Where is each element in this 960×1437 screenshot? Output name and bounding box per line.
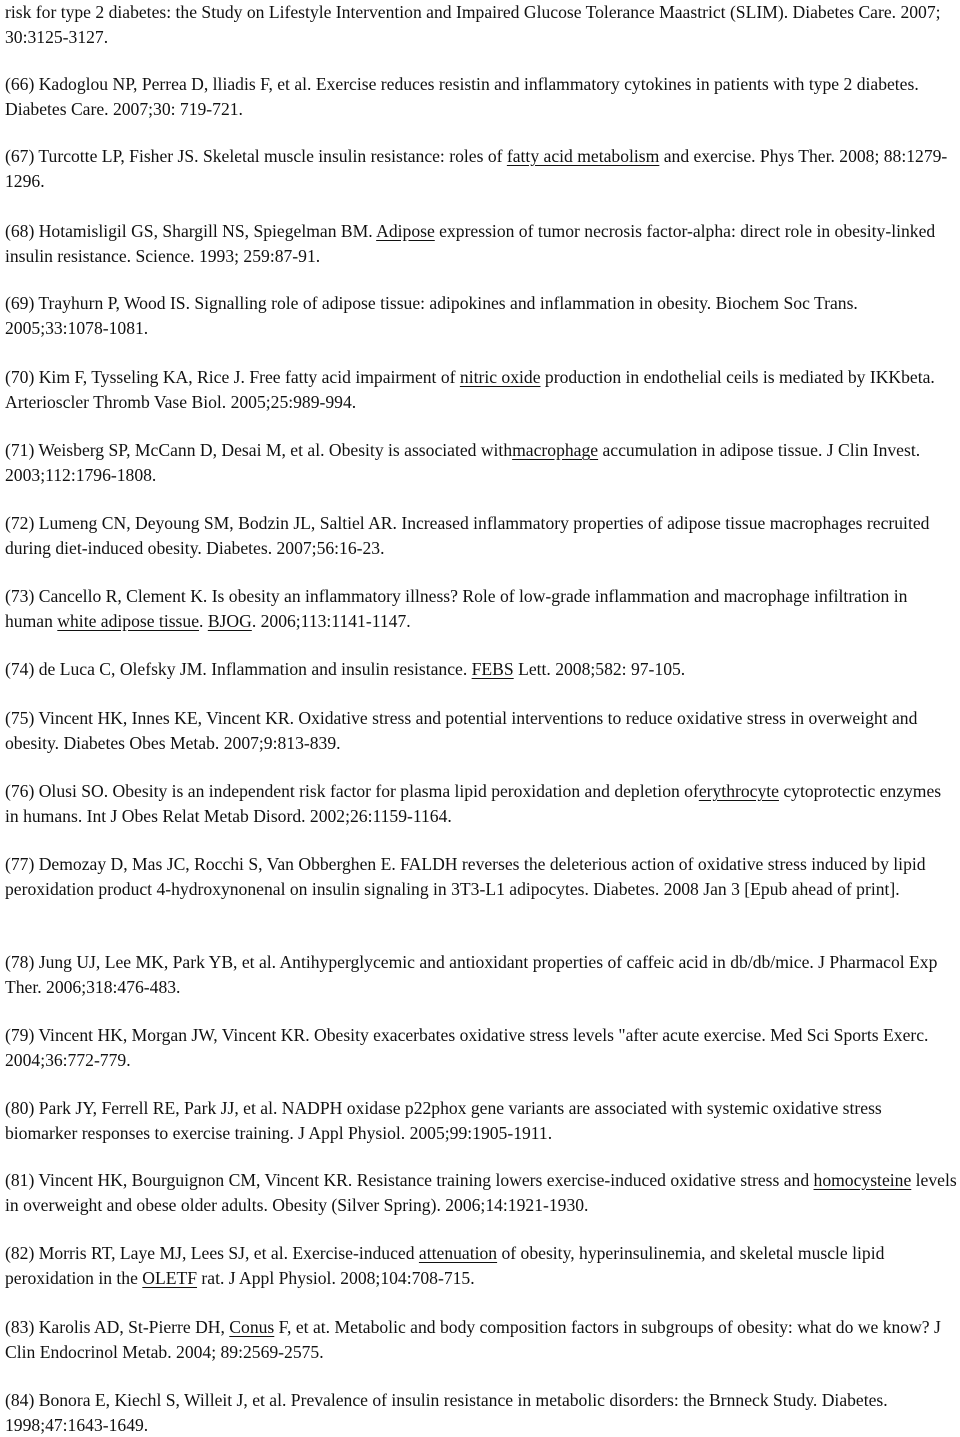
reference-item — [5, 1168, 957, 1217]
reference-link[interactable]: macrophage — [512, 440, 599, 460]
reference-link[interactable]: fatty acid metabolism — [506, 146, 660, 166]
reference-text: rat. J Appl Physiol. 2008;104:708-715. — [197, 1267, 475, 1288]
reference-link[interactable]: OLETF — [142, 1267, 198, 1288]
reference-link[interactable]: FEBS — [471, 659, 514, 679]
reference-text: Karolis AD, St-Pierre DH, — [38, 1317, 230, 1337]
reference-text: . 2006;113:1141-1147. — [251, 610, 411, 631]
reference-number: (68) — [5, 221, 35, 241]
reference-text: Lett. 2008;582: 97-105. — [513, 659, 686, 679]
reference-link[interactable]: Adipose — [376, 221, 435, 241]
reference-number: (76) — [5, 781, 35, 801]
reference-link[interactable]: Conus — [229, 1317, 275, 1337]
reference-text: accumulation in adipose tissue. J Clin Invest. 2003;112:1796-1808. — [5, 440, 921, 485]
reference-link[interactable]: nitric oxide — [459, 367, 541, 387]
reference-number: (67) — [5, 146, 35, 166]
reference-text: expression of tumor necrosis factor-alpha: direct role in obesity-linked insulin resistance. Science. 1993; 259:87-91. — [5, 221, 936, 266]
reference-number: (75) — [5, 708, 35, 728]
reference-text: cytoprotectic enzymes in humans. Int J Obes Relat Metab Disord. 2002;26:1159-1164. — [5, 781, 942, 826]
reference-text: Olusi SO. Obesity is an independent risk factor for plasma lipid peroxidation and depletion of — [38, 781, 699, 801]
reference-text: Lumeng CN, Deyoung SM, Bodzin JL, Saltiel AR. Increased inflammatory properties of adipose tissue macrophages recruited during diet-induced obesity. Diabetes. 2007;56:16-23. — [5, 513, 930, 558]
reference-text: Demozay D, Mas JC, Rocchi S, Van Obberghen E. FALDH reverses the deleterious action of oxidative stress induced by lipid peroxidation product 4-hydroxynonenal on insulin signaling in 3T3-L1 adipocytes. Diabetes. 2008 Jan 3 [Epub ahead of print]. — [5, 854, 926, 899]
reference-number: (77) — [5, 854, 35, 874]
reference-link[interactable]: BJOG — [207, 610, 252, 631]
reference-item — [5, 438, 957, 487]
reference-number: (74) — [5, 659, 35, 679]
reference-text: Trayhurn P, Wood IS. Signalling role of adipose tissue: adipokines and inflammation in obesity. Biochem Soc Trans. 2005;33:1078-1081. — [5, 293, 858, 338]
reference-text: Vincent HK, Innes KE, Vincent KR. Oxidative stress and potential interventions to reduce oxidative stress in overweight and obesity. Diabetes Obes Metab. 2007;9:813-839. — [5, 708, 918, 753]
reference-item — [5, 657, 957, 682]
reference-item — [5, 1023, 957, 1072]
reference-text: Hotamisligil GS, Shargill NS, Spiegelman BM. — [38, 221, 377, 241]
reference-number: (66) — [5, 74, 35, 94]
reference-item — [5, 1388, 957, 1437]
reference-text: risk for type 2 diabetes: the Study on Lifestyle Intervention and Impaired Glucose Tolerance Maastrict (SLIM). Diabetes Care. 2007; 30:3125-3127. — [5, 2, 941, 47]
reference-text: F, et at. Metabolic and body composition factors in subgroups of obesity: what do we know? J Clin Endocrinol Metab. 2004; 89:2569-2575. — [5, 1317, 941, 1362]
reference-number: (69) — [5, 293, 35, 313]
reference-text: Weisberg SP, McCann D, Desai M, et al. Obesity is associated with — [38, 440, 513, 460]
reference-text: de Luca C, Olefsky JM. Inflammation and insulin resistance. — [38, 659, 472, 679]
reference-number: (70) — [5, 367, 35, 387]
reference-item — [5, 1241, 957, 1290]
reference-number: (71) — [5, 440, 35, 460]
reference-number: (72) — [5, 513, 35, 533]
reference-text: Kim F, Tysseling KA, Rice J. Free fatty acid impairment of — [38, 367, 460, 387]
reference-text: of obesity, hyperinsulinemia, and skeletal muscle lipid peroxidation in the — [5, 1243, 885, 1288]
reference-text: production in endothelial ceils is mediated by IKKbeta. Arterioscler Thromb Vase Biol. 2005;25:989-994. — [5, 367, 935, 412]
reference-item — [5, 365, 957, 414]
reference-text: . — [199, 610, 208, 631]
reference-number: (84) — [5, 1390, 35, 1410]
reference-item — [5, 219, 957, 268]
reference-number: (78) — [5, 952, 35, 972]
reference-item — [5, 144, 957, 193]
reference-text: Jung UJ, Lee MK, Park YB, et al. Antihyperglycemic and antioxidant properties of caffeic acid in db/db/mice. J Pharmacol Exp Ther. 2006;318:476-483. — [5, 952, 938, 997]
reference-text: Kadoglou NP, Perrea D, lliadis F, et al. Exercise reduces resistin and inflammatory cytokines in patients with type 2 diabetes. Diabetes Care. 2007;30: 719-721. — [5, 74, 919, 119]
reference-text: Cancello R, Clement K. Is obesity an inflammatory illness? Role of low-grade inflammation and macrophage infiltration in human — [5, 586, 908, 631]
reference-item — [5, 1096, 957, 1145]
reference-number: (82) — [5, 1243, 35, 1263]
reference-text: Morris RT, Laye MJ, Lees SJ, et al. Exercise-induced — [38, 1243, 419, 1263]
reference-item — [5, 950, 957, 999]
reference-item — [5, 291, 957, 340]
reference-text: Bonora E, Kiechl S, Willeit J, et al. Prevalence of insulin resistance in metabolic disorders: the Brnneck Study. Diabetes. 1998;47:1643-1649. — [5, 1390, 888, 1435]
reference-item — [5, 852, 957, 901]
reference-link[interactable]: attenuation — [418, 1243, 498, 1263]
reference-item — [5, 72, 957, 121]
reference-text: Vincent HK, Morgan JW, Vincent KR. Obesity exacerbates oxidative stress levels "after acute exercise. Med Sci Sports Exerc. 2004;36:772-779. — [5, 1025, 929, 1070]
reference-item — [5, 584, 957, 633]
reference-number: (81) — [5, 1170, 35, 1190]
reference-number: (80) — [5, 1098, 35, 1118]
reference-text: Vincent HK, Bourguignon CM, Vincent KR. Resistance training lowers exercise-induced oxidative stress and — [38, 1170, 814, 1190]
reference-item — [5, 511, 957, 560]
reference-text: Turcotte LP, Fisher JS. Skeletal muscle insulin resistance: roles of — [38, 146, 507, 166]
reference-item — [5, 706, 957, 755]
reference-item — [5, 779, 957, 828]
reference-link[interactable]: white adipose tissue — [57, 610, 200, 631]
reference-item — [5, 1315, 957, 1364]
reference-number: (83) — [5, 1317, 35, 1337]
reference-item — [5, 0, 957, 49]
reference-link[interactable]: erythrocyte — [698, 781, 779, 801]
reference-text: levels in overweight and obese older adults. Obesity (Silver Spring). 2006;14:1921-1930. — [5, 1170, 957, 1215]
reference-text: Park JY, Ferrell RE, Park JJ, et al. NADPH oxidase p22phox gene variants are associated with systemic oxidative stress biomarker responses to exercise training. J Appl Physiol. 2005;99:1905-1911. — [5, 1098, 882, 1143]
reference-number: (73) — [5, 586, 35, 606]
reference-number: (79) — [5, 1025, 35, 1045]
reference-link[interactable]: homocysteine — [813, 1170, 912, 1190]
reference-text: and exercise. Phys Ther. 2008; 88:1279-1296. — [5, 146, 948, 191]
